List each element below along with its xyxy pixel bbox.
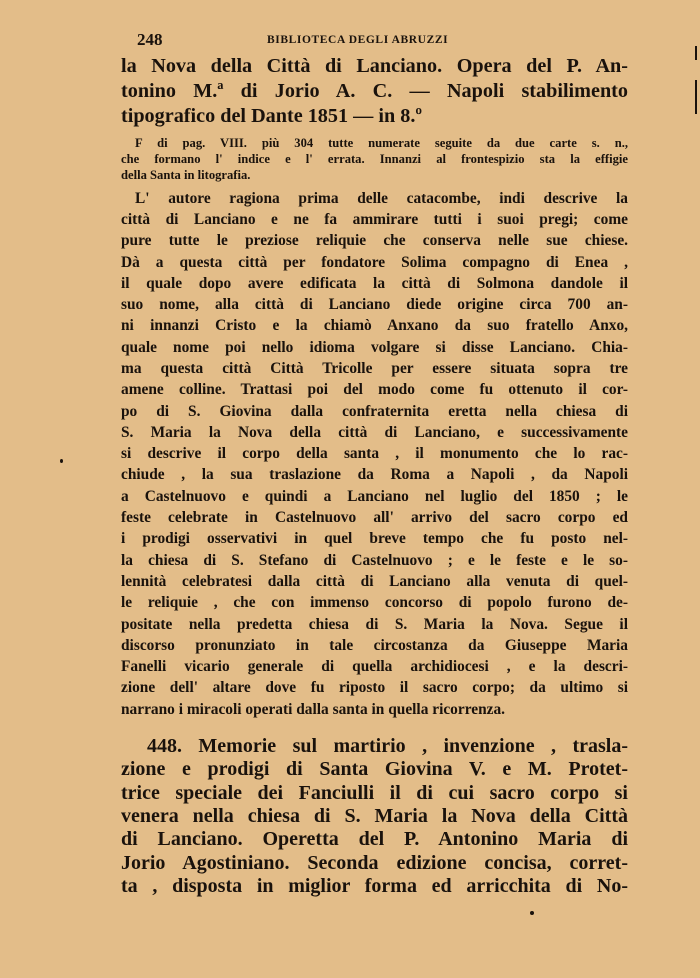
title-continuation [121, 54, 628, 129]
margin-mark [695, 80, 697, 114]
page-number: 248 [137, 30, 163, 49]
body-line: lennità celebratesi dalla città di Lanciano alla venuta di quel- [121, 572, 628, 590]
body-line: il quale dopo avere edificata la città di Solmona dandole il [121, 274, 628, 292]
body-line: le reliquie , che con immenso concorso di popolo furono de- [121, 594, 628, 612]
entry-line: zione e prodigi di Santa Giovina V. e M. Protet- [121, 758, 628, 781]
entry-line: 448. Memorie sul martirio , invenzione , trasla- [147, 735, 628, 758]
body-line: discorso pronunziato in tale circostanza da Giuseppe Maria [121, 636, 628, 654]
note-line: che formano l' indice e l' errata. Innanzi al frontespizio sta la effigie [121, 152, 628, 167]
running-title: BIBLIOTECA DEGLI ABRUZZI [267, 34, 449, 46]
body-line: ma questa città Città Tricolle per essere situata sopra tre [121, 359, 628, 377]
description-body [121, 188, 628, 720]
speck [530, 911, 534, 915]
body-line: po di S. Giovina dalla confraternita eretta nella chiesa di [121, 402, 628, 420]
body-line: ni innanzi Cristo e la chiamò Anxano da suo fratello Anxo, [121, 317, 628, 335]
body-line: i prodigi osservativi in quel breve tempo che fu posto nel- [121, 530, 628, 548]
body-line: amene colline. Trattasi poi del modo come fu ottenuto il cor- [121, 381, 628, 399]
entry-line: di Lanciano. Operetta del P. Antonino Maria di [121, 828, 628, 851]
body-line: pure tutte le preziose reliquie che conserva nelle sue chiese. [121, 232, 628, 250]
body-line: Fanelli vicario generale di quella archidiocesi , e la descri- [121, 658, 628, 676]
body-line: a Castelnuovo e quindi a Lanciano nel luglio del 1850 ; le [121, 487, 628, 505]
body-line: positate nella predetta chiesa di S. Maria la Nova. Segue il [121, 615, 628, 633]
body-line: S. Maria la Nova della città di Lanciano, e successivamente [121, 423, 628, 441]
body-line: narrano i miracoli operati dalla santa in quella ricorrenza. [121, 700, 506, 718]
title-line: tipografico del Dante 1851 — in 8.º [121, 105, 423, 127]
body-line: la chiesa di S. Stefano di Castelnuovo ; e le feste e le so- [121, 551, 628, 569]
speck [60, 459, 63, 463]
body-line: feste celebrate in Castelnuovo all' arrivo del sacro corpo ed [121, 509, 628, 527]
body-line: chiude , la sua traslazione da Roma a Napoli , da Napoli [121, 466, 628, 484]
body-line: quale nome poi nello idioma volgare si disse Lanciano. Chia- [121, 338, 628, 356]
body-line: si descrive il corpo della santa , il monumento che lo rac- [121, 445, 628, 463]
body-line: Dà a questa città per fondatore Solima compagno di Enea , [121, 253, 628, 271]
note-line: F di pag. VIII. più 304 tutte numerate seguite da due carte s. n., [135, 136, 628, 150]
entry-line: trice speciale dei Fanciulli il di cui sacro corpo si [121, 781, 628, 804]
running-head [121, 28, 628, 54]
body-line: zione dell' altare dove fu riposto il sacro corpo; da ultimo si [121, 679, 628, 697]
margin-mark [695, 46, 697, 60]
note-line: della Santa in litografia. [121, 168, 251, 183]
bibliographic-note [121, 135, 628, 184]
title-line: tonino M.ª di Jorio A. C. — Napoli stabilimento [121, 80, 628, 102]
entry-line: venera nella chiesa di S. Maria la Nova della Città [121, 804, 628, 827]
body-line: suo nome, alla città di Lanciano diede origine circa 700 an- [121, 296, 628, 314]
body-line: L' autore ragiona prima delle catacombe, indi descrive la [135, 189, 628, 207]
body-line: città di Lanciano e ne fa ammirare tutti i suoi pregi; come [121, 210, 628, 228]
entry-448 [121, 735, 628, 898]
entry-line: ta , disposta in miglior forma ed arricchita di No- [121, 874, 628, 897]
title-line: la Nova della Città di Lanciano. Opera del P. An- [121, 55, 628, 77]
entry-line: Jorio Agostiniano. Seconda edizione concisa, corret- [121, 851, 628, 874]
book-page [121, 28, 628, 898]
